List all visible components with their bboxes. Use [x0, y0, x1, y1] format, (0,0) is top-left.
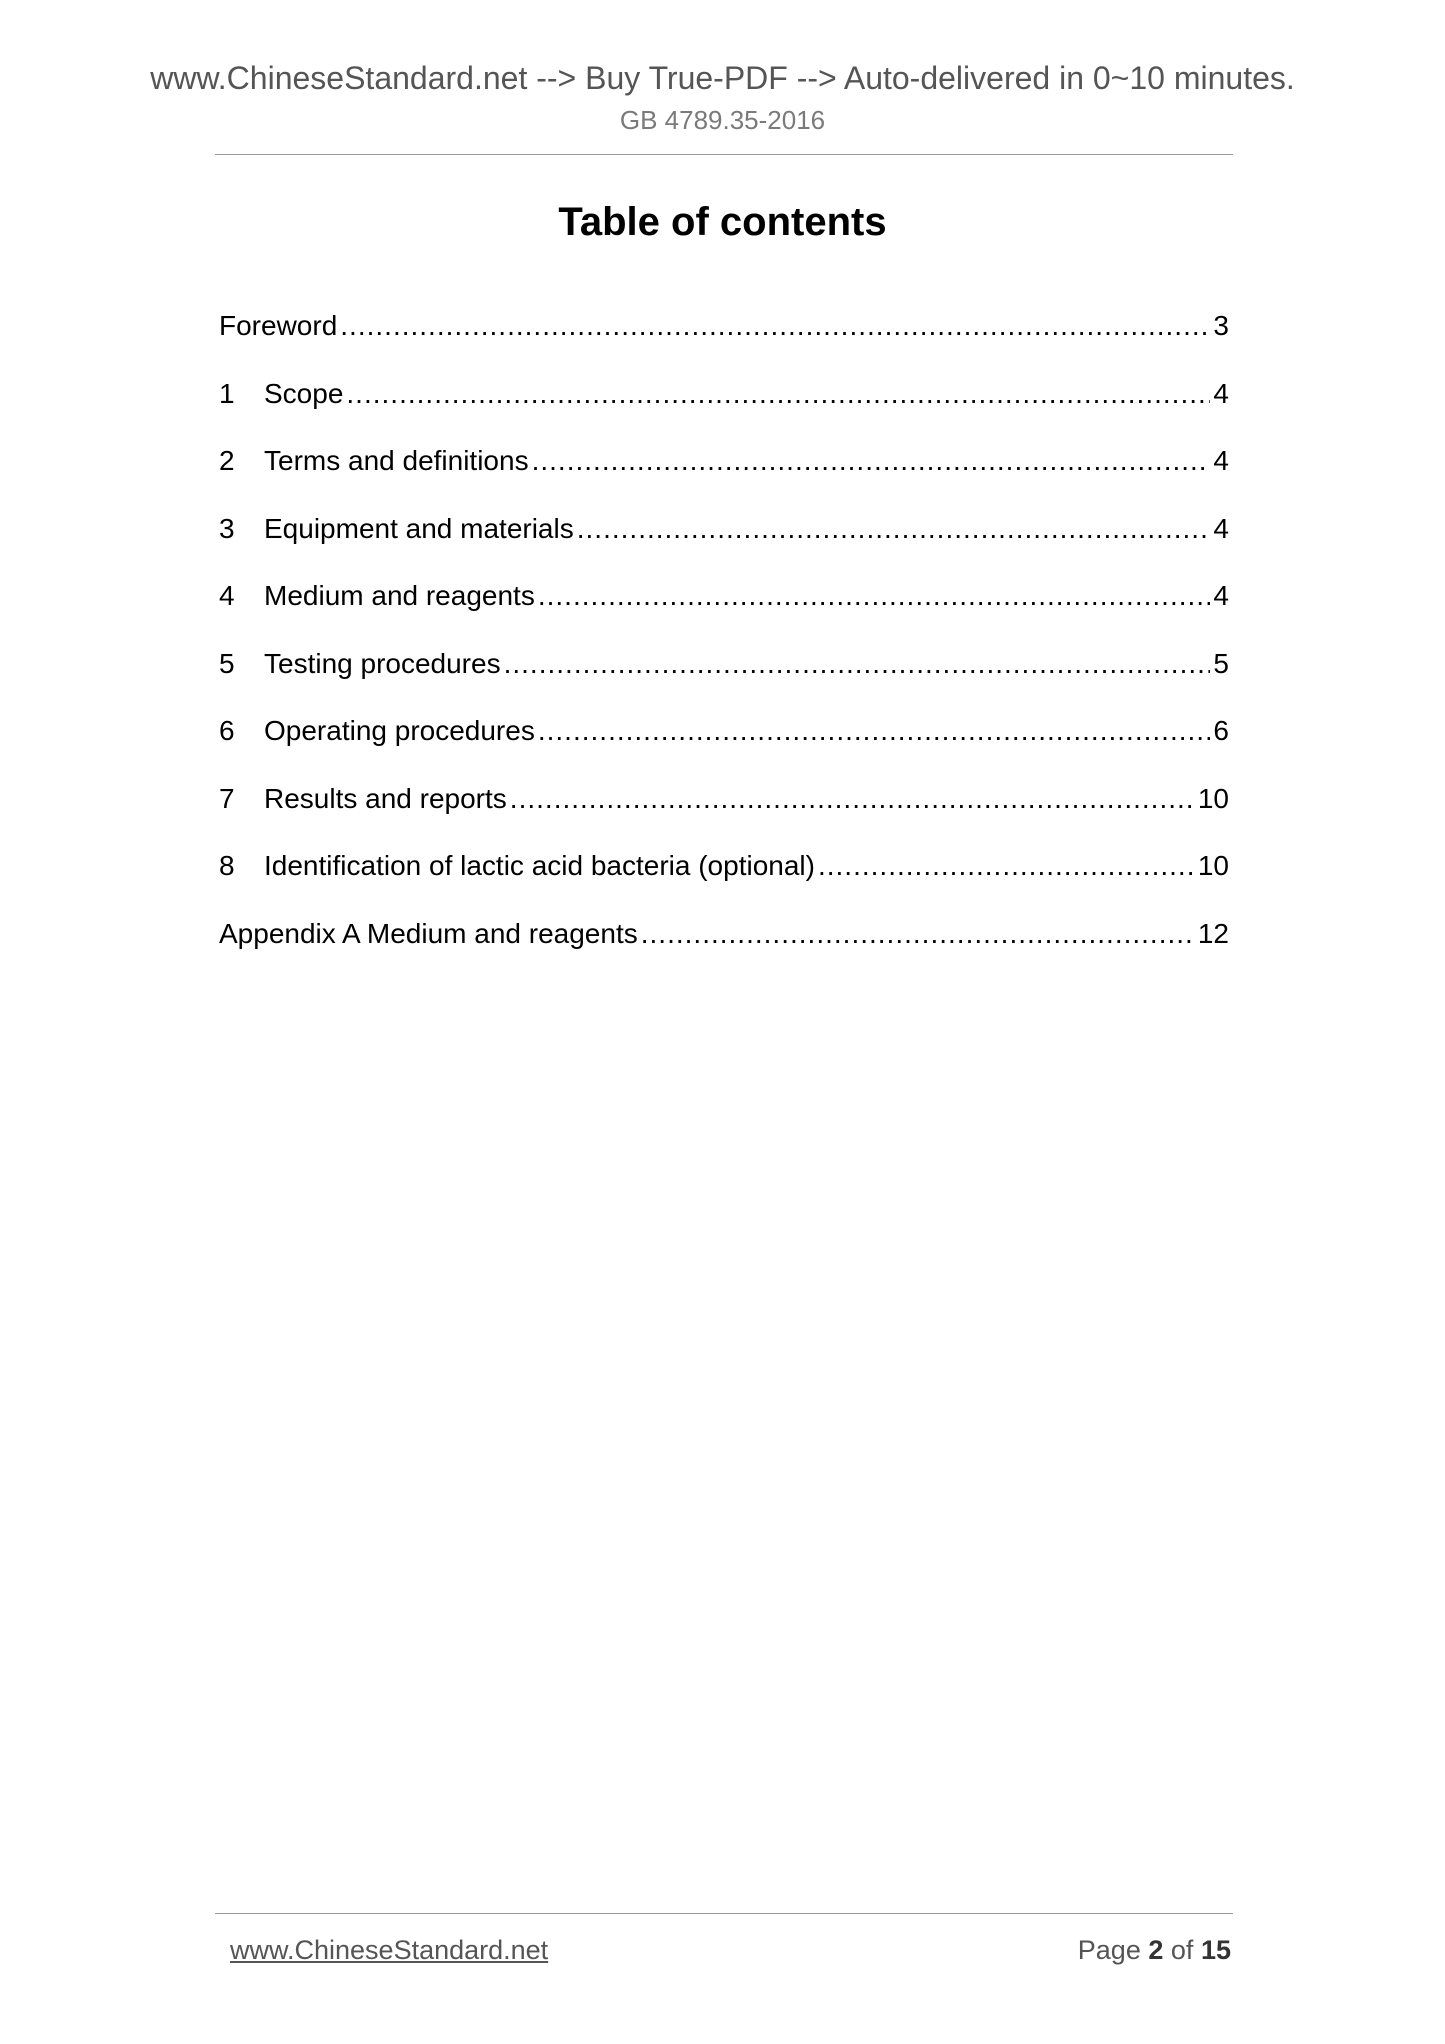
toc-entry-label: Results and reports — [264, 782, 507, 814]
toc-entry-page: 12 — [1197, 917, 1229, 949]
standard-code: GB 4789.35-2016 — [619, 105, 826, 135]
toc-dot-leader — [538, 576, 1211, 616]
toc-entry-results[interactable] — [219, 779, 1229, 847]
header-banner: www.ChineseStandard.net --> Buy True-PDF --> Auto-delivered in 0~10 minutes. — [150, 60, 1295, 96]
toc-entry-page: 4 — [1213, 512, 1229, 544]
toc-entry-number: 5 — [219, 647, 235, 679]
toc-entry-page: 3 — [1213, 310, 1229, 341]
toc-entry-label: Foreword — [219, 310, 338, 341]
toc-entry-label: Appendix A Medium and reagents — [219, 917, 638, 949]
toc-dot-leader — [577, 509, 1211, 549]
toc-entry-number: 1 — [219, 377, 235, 409]
toc-entry-medium[interactable] — [219, 576, 1229, 644]
toc-entry-label: Terms and definitions — [264, 445, 529, 476]
toc-dot-leader — [538, 711, 1211, 751]
toc-dot-leader — [346, 374, 1210, 414]
footer-site-link[interactable]: www.ChineseStandard.net — [230, 1935, 549, 1965]
toc-entry-page: 5 — [1213, 647, 1229, 679]
page-label: Page — [1077, 1935, 1141, 1965]
footer-divider — [215, 1913, 1233, 1914]
toc-entry-label: Testing procedures — [264, 647, 501, 679]
toc-entry-page: 4 — [1213, 377, 1229, 409]
toc-entry-scope[interactable] — [219, 374, 1229, 442]
toc-entry-testing[interactable] — [219, 644, 1229, 712]
toc-entry-label: Identification of lactic acid bacteria (optional) — [264, 850, 815, 881]
toc-entry-page: 4 — [1213, 445, 1229, 476]
toc-entry-number: 7 — [219, 782, 235, 814]
toc-entry-appendix-a[interactable] — [219, 914, 1229, 982]
toc-entry-terms[interactable] — [219, 441, 1229, 509]
page-title: Table of contents — [558, 200, 887, 244]
toc-entry-number: 4 — [219, 580, 235, 611]
toc-entry-foreword[interactable] — [219, 306, 1229, 374]
toc-entry-number: 8 — [219, 850, 235, 881]
toc-entry-page: 10 — [1197, 850, 1229, 881]
toc-entry-operating[interactable] — [219, 711, 1229, 779]
toc-dot-leader — [641, 914, 1195, 954]
toc-entry-label: Operating procedures — [264, 715, 535, 746]
toc-entry-number: 2 — [219, 445, 235, 476]
toc-entry-label: Scope — [264, 377, 344, 409]
toc-dot-leader — [504, 644, 1211, 684]
toc-dot-leader — [510, 779, 1195, 819]
total-page-count: 15 — [1200, 1935, 1231, 1965]
toc-entry-label: Equipment and materials — [264, 512, 574, 544]
page-number — [1078, 1932, 1231, 1968]
toc-dot-leader — [532, 441, 1211, 481]
toc-dot-leader — [818, 846, 1195, 886]
page-of-label: of — [1170, 1935, 1194, 1965]
toc-entry-label: Medium and reagents — [264, 580, 535, 611]
toc-entry-page: 10 — [1197, 782, 1229, 814]
toc-entry-identification[interactable] — [219, 846, 1229, 914]
toc-entry-page: 6 — [1213, 715, 1229, 746]
table-of-contents — [219, 306, 1229, 981]
toc-entry-number: 3 — [219, 512, 235, 544]
toc-entry-equipment[interactable] — [219, 509, 1229, 577]
toc-dot-leader — [340, 306, 1210, 346]
toc-entry-page: 4 — [1213, 580, 1229, 611]
header-divider — [215, 154, 1233, 155]
current-page-number: 2 — [1148, 1935, 1164, 1965]
toc-entry-number: 6 — [219, 715, 235, 746]
